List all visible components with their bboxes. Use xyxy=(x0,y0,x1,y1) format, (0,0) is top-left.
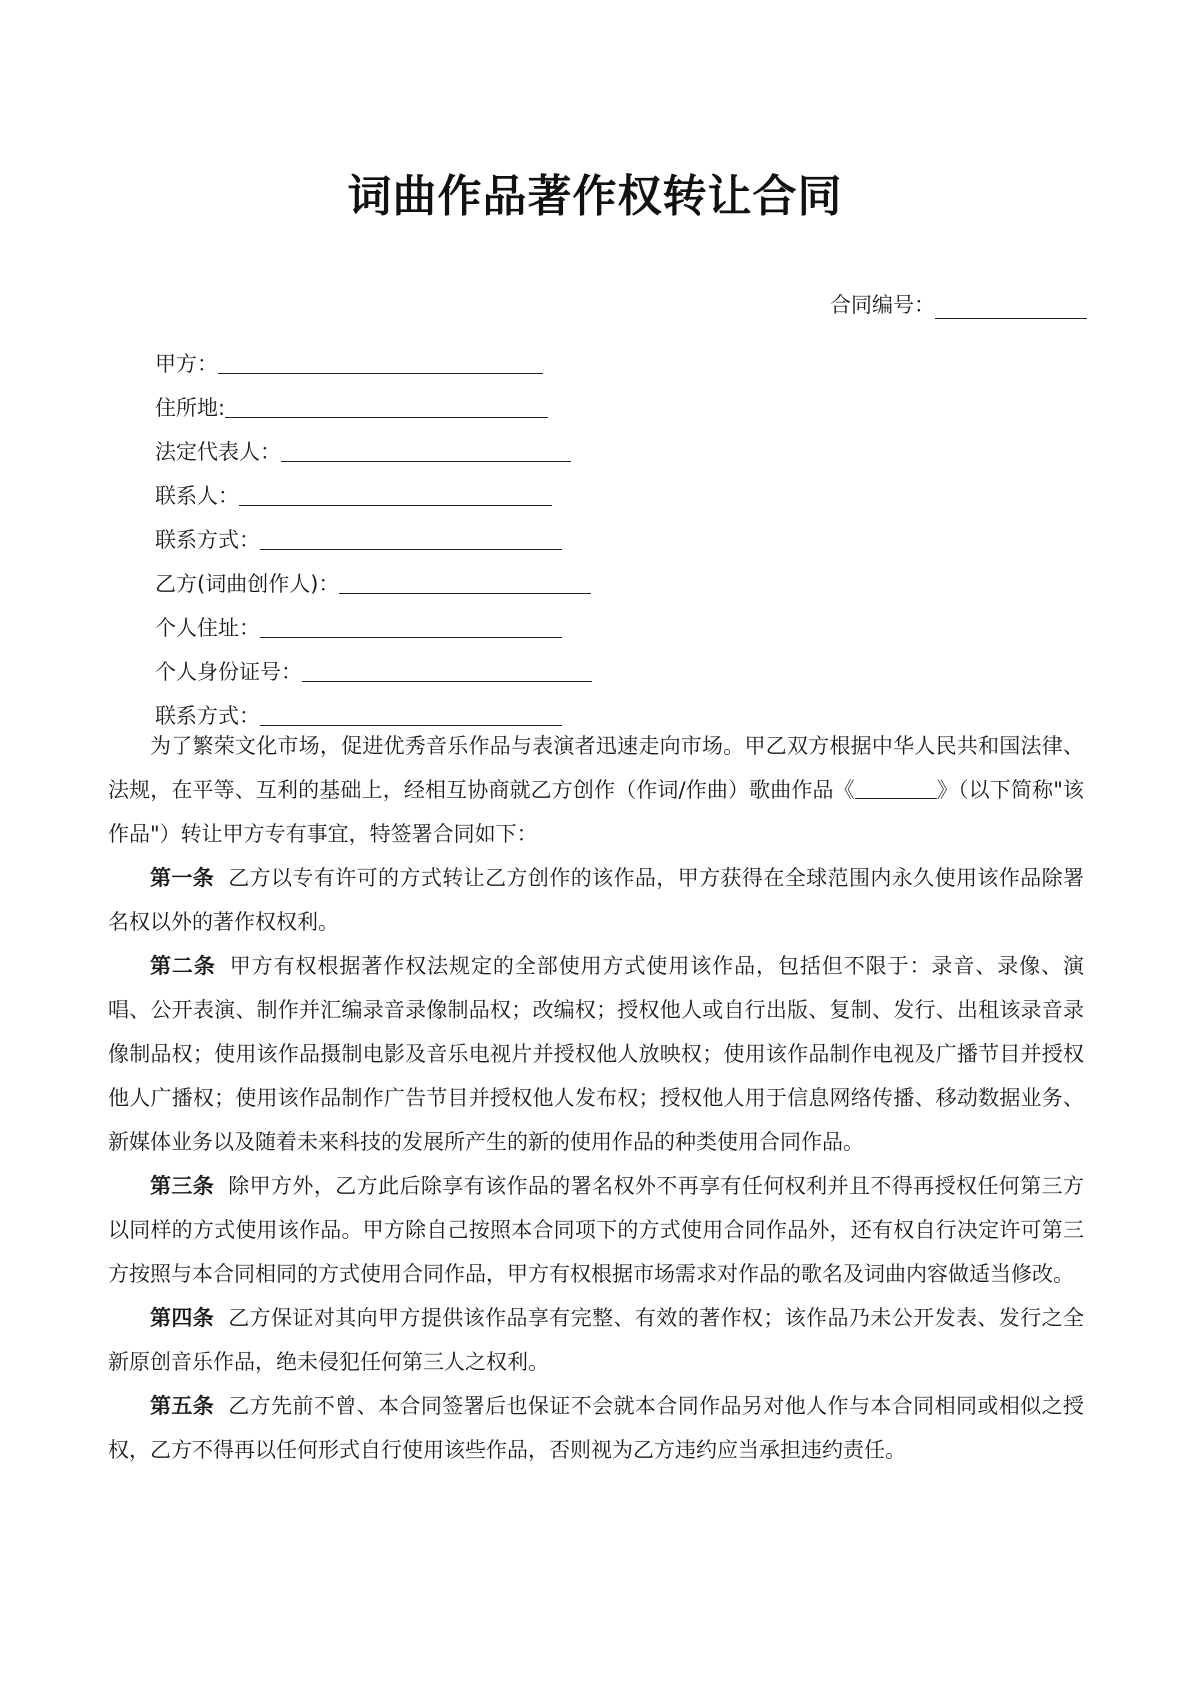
id-number-field xyxy=(155,642,1055,686)
legal-representative-blank[interactable] xyxy=(281,439,571,462)
preamble-text-2: 》（以下简称"该作品"）转让甲方专有事宜，特签署合同如下： xyxy=(108,778,1084,846)
preamble-text-1: 为了繁荣文化市场，促进优秀音乐作品与表演者迅速走向市场。甲乙双方根据中华人民共和国法律、法规，在平等、互利的基础上，经相互协商就乙方创作（作词/作曲）歌曲作品《 xyxy=(108,734,1084,802)
personal-address-field xyxy=(155,598,1055,642)
song-title-blank[interactable] xyxy=(855,776,937,799)
article-4 xyxy=(108,1296,1084,1384)
field-label: 乙方(词曲创作人)： xyxy=(155,572,340,596)
article-title: 第三条 xyxy=(150,1174,215,1198)
article-text: 甲方有权根据著作权法规定的全部使用方式使用该作品，包括但不限于：录音、录像、演唱、公开表演、制作并汇编录音录像制品权；改编权；授权他人或自行出版、复制、发行、出租该录音录像制品权；使用该作品摄制电影及音乐电视片并授权他人放映权；使用该作品制作电视及广播节目并授权他人广播权；使用该作品制作广告节目并授权他人发布权；授权他人用于信息网络传播、移动数据业务、新媒体业务以及随着未来科技的发展所产生的新的使用作品的种类使用合同作品。 xyxy=(108,954,1084,1154)
id-number-blank[interactable] xyxy=(302,659,592,682)
field-label: 甲方： xyxy=(155,352,218,376)
article-title: 第四条 xyxy=(150,1306,215,1330)
contract-number-label: 合同编号： xyxy=(830,293,935,317)
article-title: 第一条 xyxy=(150,866,215,890)
party-a-blank[interactable] xyxy=(218,351,543,374)
article-5 xyxy=(108,1384,1084,1472)
article-title: 第五条 xyxy=(150,1394,215,1418)
field-label: 住所地: xyxy=(155,396,226,420)
party-b-blank[interactable] xyxy=(339,571,591,594)
address-field xyxy=(155,378,1055,422)
article-text: 乙方保证对其向甲方提供该作品享有完整、有效的著作权；该作品乃未公开发表、发行之全新原创音乐作品，绝未侵犯任何第三人之权利。 xyxy=(108,1306,1085,1374)
field-label: 法定代表人： xyxy=(155,440,281,464)
article-text: 除甲方外，乙方此后除享有该作品的署名权外不再享有任何权利并且不得再授权任何第三方以同样的方式使用该作品。甲方除自己按照本合同项下的方式使用合同作品外，还有权自行决定许可第三方按照与本合同相同的方式使用合同作品，甲方有权根据市场需求对作品的歌名及词曲内容做适当修改。 xyxy=(108,1174,1085,1286)
party-a-contact-field xyxy=(155,510,1055,554)
field-label: 个人住址： xyxy=(155,616,260,640)
party-info-section xyxy=(155,334,1055,730)
field-label: 联系方式： xyxy=(155,528,260,552)
party-b-contact-blank[interactable] xyxy=(260,703,562,726)
article-title: 第二条 xyxy=(150,954,216,978)
contact-person-field xyxy=(155,466,1055,510)
field-label: 联系方式： xyxy=(155,704,260,728)
field-label: 个人身份证号： xyxy=(155,660,302,684)
contract-number-field xyxy=(830,289,1087,319)
party-b-field xyxy=(155,554,1055,598)
personal-address-blank[interactable] xyxy=(260,615,562,638)
legal-representative-field xyxy=(155,422,1055,466)
document-title: 词曲作品著作权转让合同 xyxy=(347,171,843,222)
contract-body xyxy=(108,724,1084,1472)
contract-number-blank[interactable] xyxy=(935,296,1087,319)
contact-person-blank[interactable] xyxy=(239,483,552,506)
article-text: 乙方先前不曾、本合同签署后也保证不会就本合同作品另对他人作与本合同相同或相似之授权，乙方不得再以任何形式自行使用该些作品，否则视为乙方违约应当承担违约责任。 xyxy=(108,1394,1085,1462)
preamble-paragraph xyxy=(108,724,1084,856)
article-3 xyxy=(108,1164,1084,1296)
article-2 xyxy=(108,944,1084,1164)
field-label: 联系人： xyxy=(155,484,239,508)
address-blank[interactable] xyxy=(225,395,548,418)
article-1 xyxy=(108,856,1084,944)
party-a-field xyxy=(155,334,1055,378)
article-text: 乙方以专有许可的方式转让乙方创作的该作品，甲方获得在全球范围内永久使用该作品除署名权以外的著作权权利。 xyxy=(108,866,1085,934)
party-a-contact-blank[interactable] xyxy=(260,527,562,550)
